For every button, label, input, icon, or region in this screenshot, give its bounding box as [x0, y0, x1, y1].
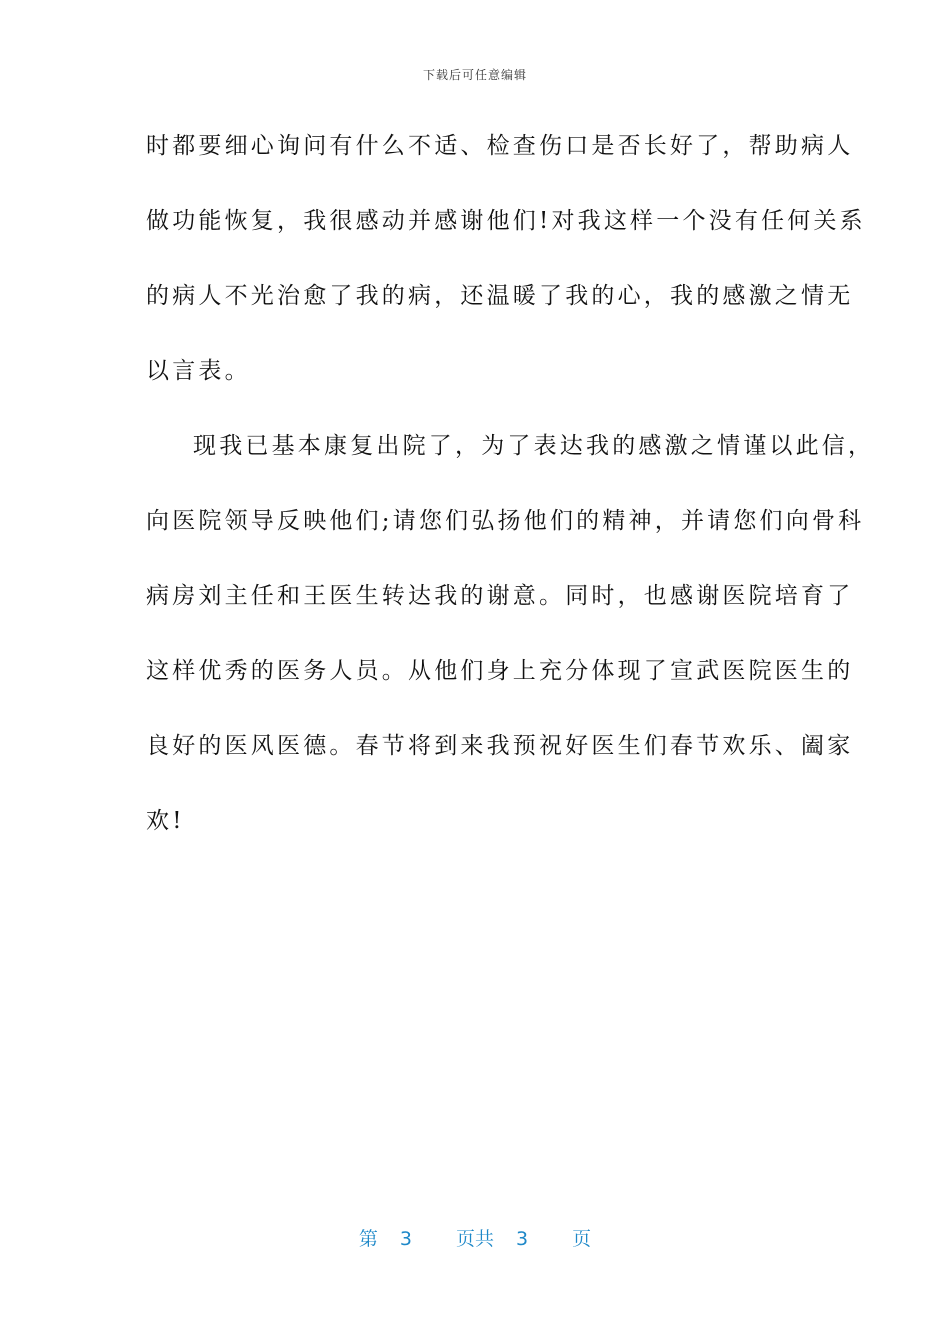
- footer-suffix: 页: [572, 1228, 592, 1250]
- paragraph: [146, 120, 866, 420]
- page-header: 下载后可任意编辑: [422, 68, 527, 82]
- total-pages-number: 3: [516, 1228, 529, 1250]
- text-line: 时都要细心询问有什么不适、检查伤口是否长好了，帮助病人: [146, 133, 854, 159]
- text-line: 这样优秀的医务人员。从他们身上充分体现了宣武医院医生的: [146, 658, 854, 684]
- text-line: 欢!: [146, 808, 185, 834]
- current-page-number: 3: [399, 1228, 412, 1250]
- text-line: 良好的医风医德。春节将到来我预祝好医生们春节欢乐、阖家: [146, 733, 854, 759]
- text-line: 现我已基本康复出院了，为了表达我的感激之情谨以此信，: [193, 433, 875, 459]
- text-line: 病房刘主任和王医生转达我的谢意。同时，也感谢医院培育了: [146, 583, 854, 609]
- letter-body: [146, 120, 875, 870]
- text-line: 以言表。: [146, 358, 251, 384]
- text-line: 做功能恢复，我很感动并感谢他们!对我这样一个没有任何关系: [146, 208, 866, 234]
- page-number-footer: [0, 1224, 950, 1251]
- footer-prefix: 第: [358, 1228, 378, 1250]
- text-line: 的病人不光治愈了我的病，还温暖了我的心，我的感激之情无: [146, 283, 854, 309]
- footer-middle: 页共: [455, 1228, 494, 1250]
- paragraph: [146, 420, 875, 870]
- text-line: 向医院领导反映他们;请您们弘扬他们的精神，并请您们向骨科: [146, 508, 865, 534]
